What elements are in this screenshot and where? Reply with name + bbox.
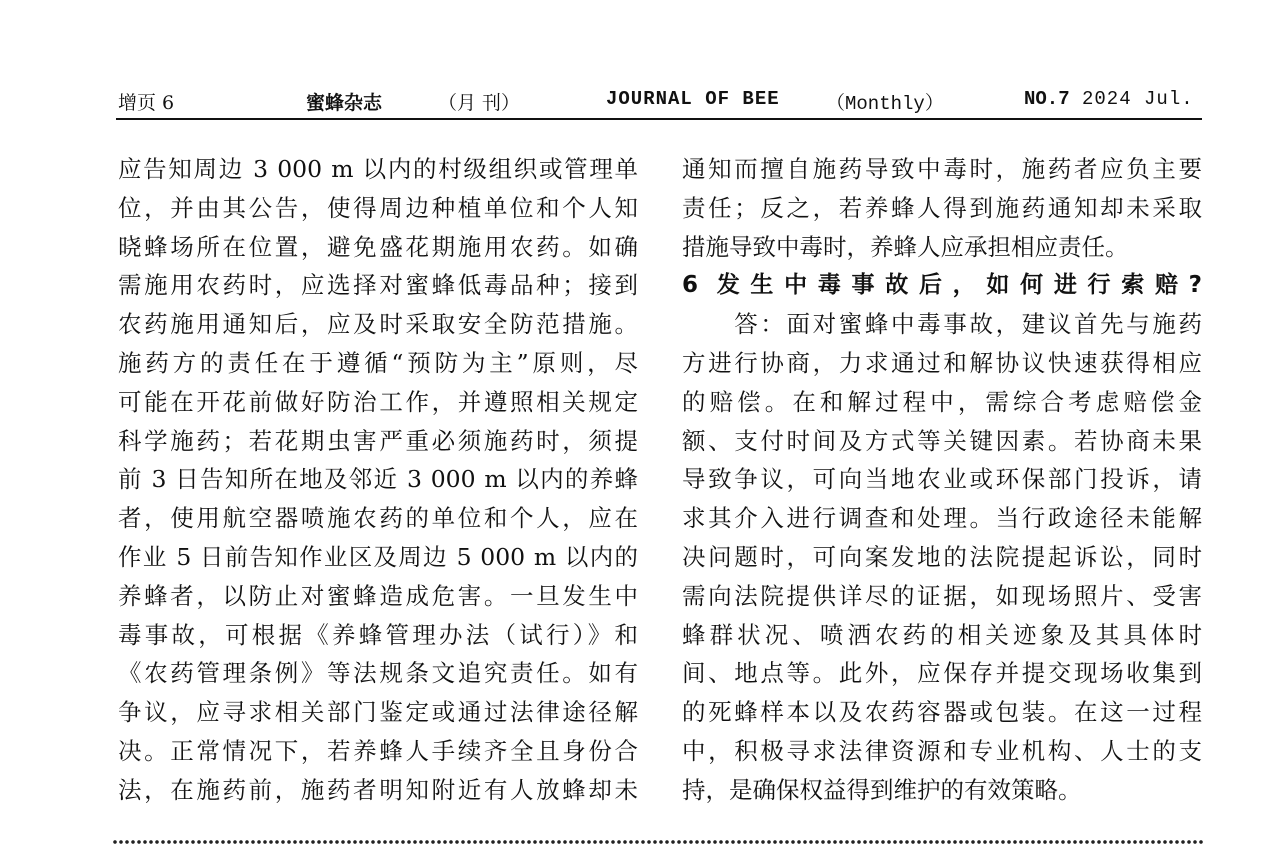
text-line: 农药施用通知后，应及时采取安全防范措施。: [118, 310, 638, 339]
page-label: 增页 6: [118, 92, 175, 114]
text-line: 法，在施药前，施药者明知附近有人放蜂却未: [118, 775, 638, 804]
text-line: 应告知周边 3 000 m 以内的村级组织或管理单: [118, 155, 638, 183]
left-column: [118, 150, 638, 810]
text-line: 额、支付时间及方式等关键因素。若协商未果: [682, 426, 1202, 455]
text-line: 决问题时，可向案发地的法院提起诉讼，同时: [682, 542, 1202, 571]
text-line: 毒事故，可根据《养蜂管理办法（试行）》和: [118, 620, 638, 649]
text-line: 可能在开花前做好防治工作，并遵照相关规定: [118, 387, 638, 416]
text-line: 导致争议，可向当地农业或环保部门投诉，请: [682, 465, 1202, 494]
text-line: 求其介入进行调查和处理。当行政途径未能解: [682, 504, 1202, 533]
text-line: 措施导致中毒时，养蜂人应承担相应责任。: [682, 232, 1129, 261]
journal-title-en: JOURNAL OF BEE: [606, 88, 780, 110]
running-header: [116, 86, 1202, 116]
text-line: 决。正常情况下，若养蜂人手续齐全且身份合: [118, 736, 638, 765]
section-heading: 6 发生中毒事故后，如何进行索赔?: [682, 272, 1202, 299]
journal-frequency-cn: （月 刊）: [438, 92, 521, 114]
text-line: 责任；反之，若养蜂人得到施药通知却未采取: [682, 193, 1202, 222]
text-line: 者，使用航空器喷施农药的单位和个人，应在: [118, 504, 638, 533]
decorative-border: [112, 838, 1204, 846]
text-line: 中，积极寻求法律资源和专业机构、人士的支: [682, 736, 1202, 765]
text-line: 位，并由其公告，使得周边种植单位和个人知: [118, 193, 638, 222]
text-line: 前 3 日告知所在地及邻近 3 000 m 以内的养蜂: [118, 465, 638, 494]
text-line: 养蜂者，以防止对蜜蜂造成危害。一旦发生中: [118, 581, 638, 610]
text-line: 需向法院提供详尽的证据，如现场照片、受害: [682, 581, 1202, 610]
text-line: 的死蜂样本以及农药容器或包装。在这一过程: [682, 698, 1202, 727]
text-line: 答：面对蜜蜂中毒事故，建议首先与施药: [682, 310, 1202, 339]
journal-title-cn: 蜜蜂杂志: [306, 92, 383, 114]
text-line: 需施用农药时，应选择对蜜蜂低毒品种；接到: [118, 271, 638, 300]
text-line: 的赔偿。在和解过程中，需综合考虑赔偿金: [682, 387, 1202, 416]
text-line: 通知而擅自施药导致中毒时，施药者应负主要: [682, 155, 1202, 183]
text-line: 蜂群状况、喷洒农药的相关迹象及其具体时: [682, 620, 1202, 649]
issue-number: NO.7: [1024, 88, 1070, 110]
text-line: 晓蜂场所在位置，避免盛花期施用农药。如确: [118, 232, 638, 261]
text-line: 科学施药；若花期虫害严重必须施药时，须提: [118, 426, 638, 455]
text-line: 方进行协商，力求通过和解协议快速获得相应: [682, 348, 1202, 377]
text-line: 持，是确保权益得到维护的有效策略。: [682, 775, 1082, 804]
right-column: [682, 150, 1202, 810]
text-line: 争议，应寻求相关部门鉴定或通过法律途径解: [118, 698, 638, 727]
text-line: 作业 5 日前告知作业区及周边 5 000 m 以内的: [118, 542, 638, 571]
text-line: 《农药管理条例》等法规条文追究责任。如有: [118, 659, 638, 688]
text-line: 间、地点等。此外，应保存并提交现场收集到: [682, 659, 1202, 688]
journal-frequency-en: （Monthly）: [826, 93, 944, 115]
issue-date: 2024 Jul.: [1082, 88, 1194, 110]
header-rule: [116, 118, 1202, 120]
text-line: 施药方的责任在于遵循“预防为主”原则，尽: [118, 348, 638, 377]
